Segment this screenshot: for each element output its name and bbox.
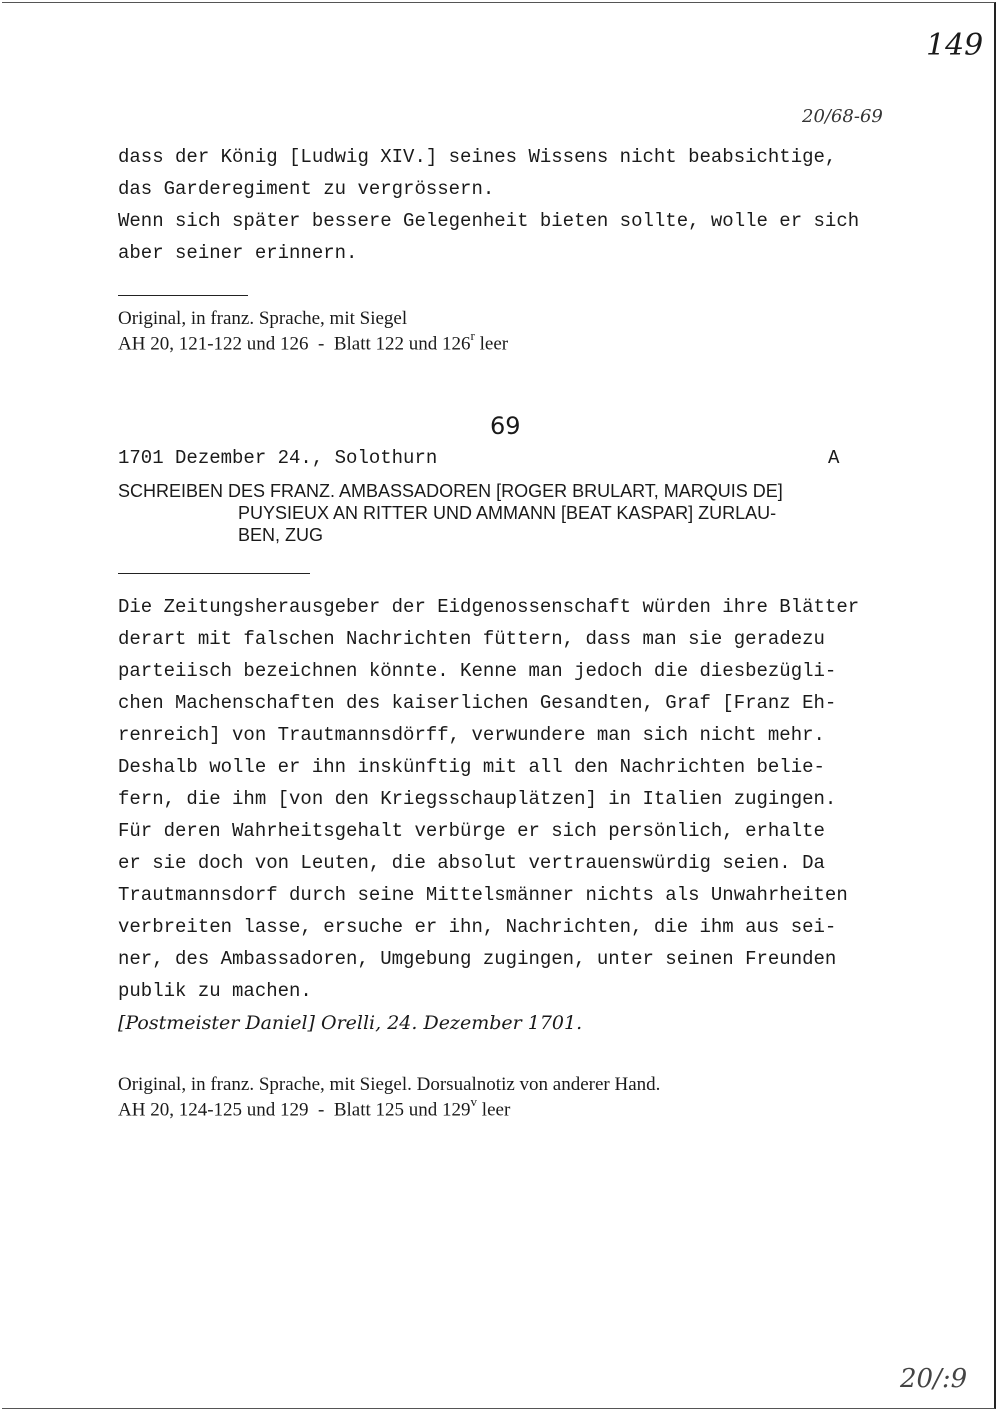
archive-reference-end: leer (477, 1099, 511, 1121)
section-divider (118, 573, 310, 574)
body-line: verbreiten lasse, ersuche er ihn, Nachrichten, die ihm aus sei- (118, 916, 837, 938)
entry-type-marker: A (828, 447, 840, 469)
entry-header-line: SCHREIBEN DES FRANZ. AMBASSADOREN [ROGER BRULART, MARQUIS DE] (118, 481, 783, 501)
top-text-line: Wenn sich später bessere Gelegenheit bieten sollte, wolle er sich (118, 210, 860, 232)
source-note: Original, in franz. Sprache, mit Siegel (118, 308, 408, 329)
signature-line: [Postmeister Daniel] Orelli, 24. Dezember 1701. (118, 1012, 583, 1034)
body-line: publik zu machen. (118, 980, 312, 1002)
source-note: Original, in franz. Sprache, mit Siegel. Dorsualnotiz von anderer Hand. (118, 1074, 661, 1095)
archive-reference (118, 330, 508, 355)
section-divider (118, 295, 248, 296)
body-line: fern, die ihm [von den Kriegsschauplätzen] in Italien zugingen. (118, 788, 837, 810)
entry-header-line: BEN, ZUG (238, 525, 324, 545)
folio-number: 149 (926, 28, 984, 63)
body-line: chen Machenschaften des kaiserlichen Gesandten, Graf [Franz Eh- (118, 692, 837, 714)
body-line: er sie doch von Leuten, die absolut vertrauenswürdig seien. Da (118, 852, 825, 874)
archive-reference-end: leer (474, 333, 509, 355)
archive-reference (118, 1096, 510, 1121)
top-text-line: dass der König [Ludwig XIV.] seines Wissens nicht beabsichtige, (118, 146, 837, 168)
verso-mark: v (470, 1094, 478, 1109)
document-ref: 20/68-69 (802, 106, 883, 127)
entry-header-line: PUYSIEUX AN RITTER UND AMMANN [BEAT KASPAR] ZURLAU- (238, 503, 777, 523)
recto-mark: r (470, 328, 475, 343)
body-line: Deshalb wolle er ihn inskünftig mit all den Nachrichten belie- (118, 756, 825, 778)
top-text-line: aber seiner erinnern. (118, 242, 358, 264)
body-line: renreich] von Trautmannsdörff, verwundere man sich nicht mehr. (118, 724, 825, 746)
body-line: Trautmannsdorf durch seine Mittelsmänner nichts als Unwahrheiten (118, 884, 848, 906)
body-line: derart mit falschen Nachrichten füttern, dass man sie geradezu (118, 628, 825, 650)
body-line: ner, des Ambassadoren, Umgebung zugingen, unter seinen Freunden (118, 948, 837, 970)
entry-date-place: 1701 Dezember 24., Solothurn (118, 447, 438, 469)
top-text-line: das Garderegiment zu vergrössern. (118, 178, 495, 200)
body-line: Die Zeitungsherausgeber der Eidgenossenschaft würden ihre Blätter (118, 596, 860, 618)
body-line: Für deren Wahrheitsgehalt verbürge er sich persönlich, erhalte (118, 820, 825, 842)
archive-reference-main: AH 20, 124-125 und 129 - Blatt 125 und 129 (118, 1099, 471, 1121)
bottom-note: 20/:9 (900, 1364, 968, 1394)
archive-reference-main: AH 20, 121-122 und 126 - Blatt 122 und 126 (118, 333, 471, 355)
entry-number: 69 (490, 412, 521, 440)
body-line: parteiisch bezeichnen könnte. Kenne man jedoch die diesbezügli- (118, 660, 837, 682)
